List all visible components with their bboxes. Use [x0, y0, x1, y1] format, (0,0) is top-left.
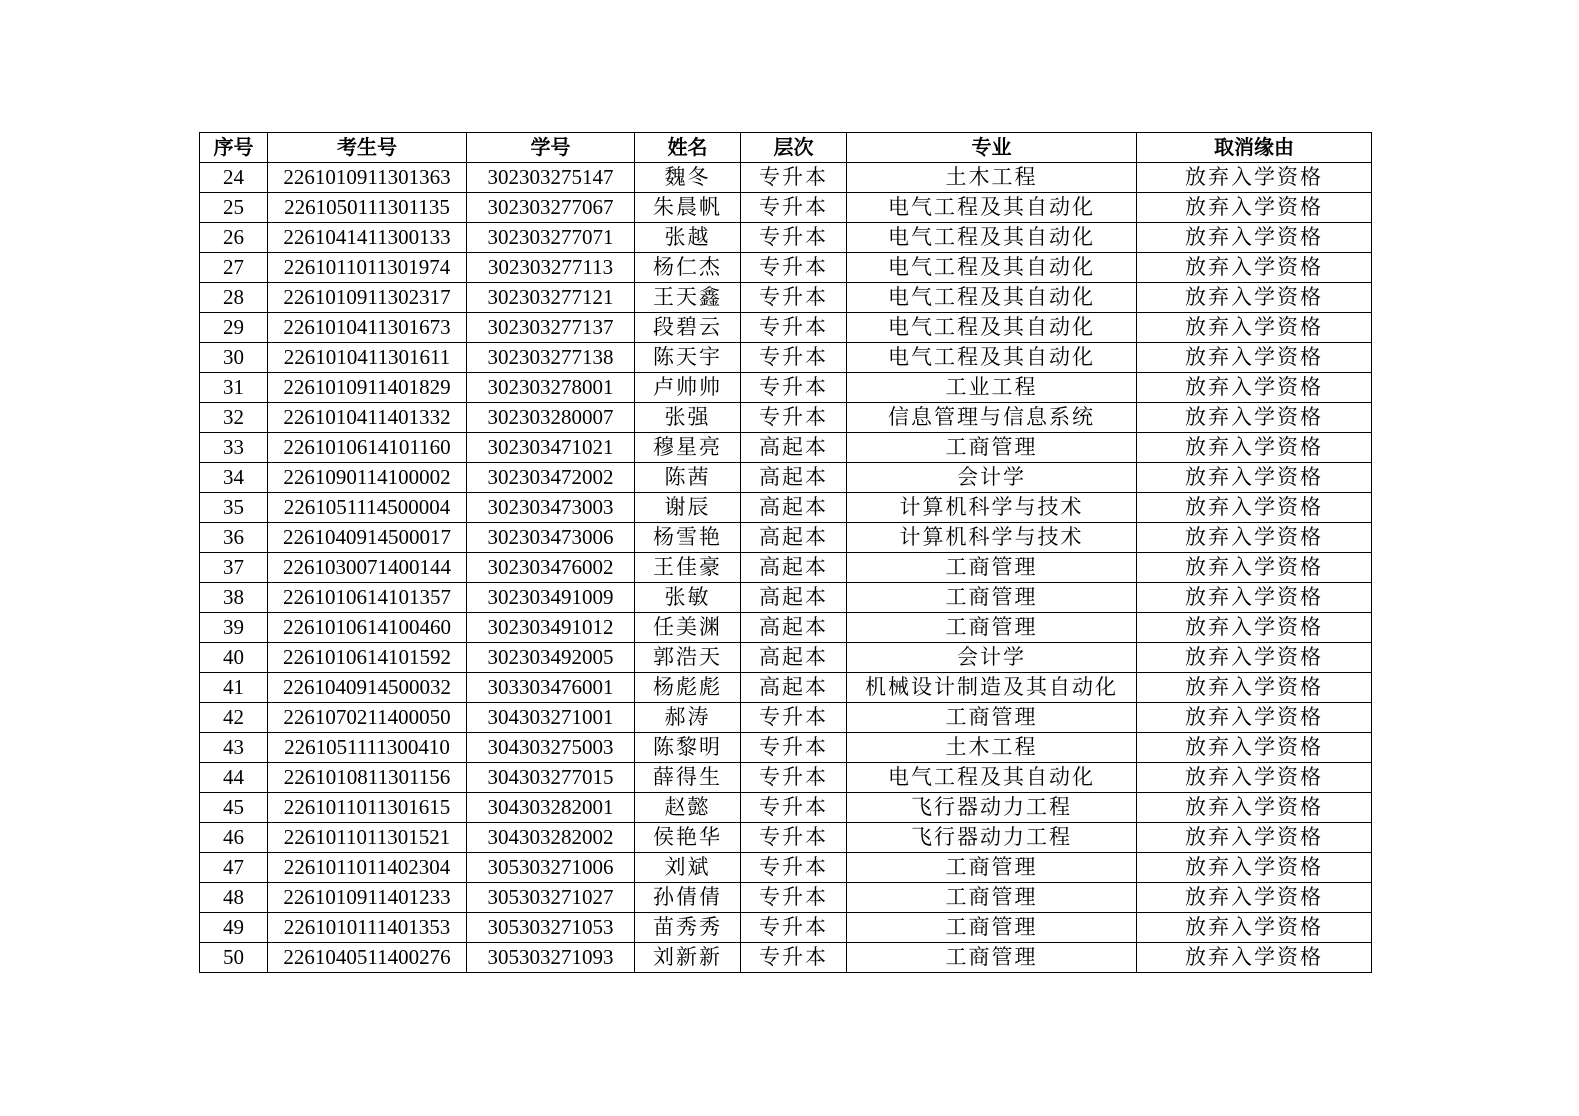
cell-exam-id: 2261041411300133 — [268, 223, 467, 253]
cell-reason: 放弃入学资格 — [1137, 703, 1372, 733]
cell-name: 赵懿 — [635, 793, 741, 823]
cell-exam-id: 2261030071400144 — [268, 553, 467, 583]
cell-index: 47 — [200, 853, 268, 883]
cell-student-id: 305303271027 — [467, 883, 635, 913]
cell-exam-id: 2261010911401829 — [268, 373, 467, 403]
cell-student-id: 302303473006 — [467, 523, 635, 553]
cell-level: 专升本 — [741, 403, 847, 433]
cell-name: 王佳豪 — [635, 553, 741, 583]
table-row — [200, 793, 1372, 823]
cell-name: 张强 — [635, 403, 741, 433]
cell-name: 王天鑫 — [635, 283, 741, 313]
cell-level: 高起本 — [741, 553, 847, 583]
cell-exam-id: 2261070211400050 — [268, 703, 467, 733]
cell-exam-id: 2261050111301135 — [268, 193, 467, 223]
cell-level: 专升本 — [741, 913, 847, 943]
cell-name: 杨彪彪 — [635, 673, 741, 703]
table-row — [200, 733, 1372, 763]
cell-index: 37 — [200, 553, 268, 583]
cell-name: 刘斌 — [635, 853, 741, 883]
document-page — [199, 132, 1372, 973]
cell-reason: 放弃入学资格 — [1137, 313, 1372, 343]
cell-name: 陈天宇 — [635, 343, 741, 373]
cell-level: 高起本 — [741, 673, 847, 703]
cell-name: 刘新新 — [635, 943, 741, 973]
table-row — [200, 313, 1372, 343]
cell-index: 29 — [200, 313, 268, 343]
cell-exam-id: 2261010614101357 — [268, 583, 467, 613]
table-row — [200, 553, 1372, 583]
cell-major: 计算机科学与技术 — [847, 493, 1137, 523]
cell-student-id: 302303471021 — [467, 433, 635, 463]
cell-exam-id: 2261011011402304 — [268, 853, 467, 883]
cell-index: 33 — [200, 433, 268, 463]
cell-student-id: 302303492005 — [467, 643, 635, 673]
cell-index: 30 — [200, 343, 268, 373]
cell-student-id: 302303472002 — [467, 463, 635, 493]
table-row — [200, 373, 1372, 403]
cell-name: 杨仁杰 — [635, 253, 741, 283]
cell-major: 工商管理 — [847, 433, 1137, 463]
cell-exam-id: 2261011011301521 — [268, 823, 467, 853]
cell-major: 电气工程及其自动化 — [847, 223, 1137, 253]
cell-index: 25 — [200, 193, 268, 223]
cell-name: 卢帅帅 — [635, 373, 741, 403]
cell-name: 朱晨帆 — [635, 193, 741, 223]
cell-index: 43 — [200, 733, 268, 763]
table-header-row — [200, 133, 1372, 163]
cell-reason: 放弃入学资格 — [1137, 733, 1372, 763]
cell-major: 电气工程及其自动化 — [847, 763, 1137, 793]
cell-student-id: 305303271093 — [467, 943, 635, 973]
cell-exam-id: 2261010811301156 — [268, 763, 467, 793]
cell-reason: 放弃入学资格 — [1137, 763, 1372, 793]
cell-exam-id: 2261010411301673 — [268, 313, 467, 343]
cell-major: 工商管理 — [847, 553, 1137, 583]
cell-index: 26 — [200, 223, 268, 253]
cell-major: 会计学 — [847, 643, 1137, 673]
cell-student-id: 302303277113 — [467, 253, 635, 283]
cell-name: 郝涛 — [635, 703, 741, 733]
table-row — [200, 583, 1372, 613]
cell-exam-id: 2261040914500032 — [268, 673, 467, 703]
cell-student-id: 304303282002 — [467, 823, 635, 853]
cell-major: 飞行器动力工程 — [847, 793, 1137, 823]
cell-exam-id: 2261090114100002 — [268, 463, 467, 493]
cell-major: 工商管理 — [847, 703, 1137, 733]
cell-level: 专升本 — [741, 283, 847, 313]
table-row — [200, 163, 1372, 193]
cell-index: 32 — [200, 403, 268, 433]
cell-student-id: 305303271006 — [467, 853, 635, 883]
table-row — [200, 253, 1372, 283]
cell-name: 孙倩倩 — [635, 883, 741, 913]
cell-index: 24 — [200, 163, 268, 193]
cell-level: 专升本 — [741, 793, 847, 823]
cell-major: 工商管理 — [847, 853, 1137, 883]
cell-index: 44 — [200, 763, 268, 793]
cell-index: 45 — [200, 793, 268, 823]
table-row — [200, 883, 1372, 913]
cell-level: 高起本 — [741, 583, 847, 613]
cell-reason: 放弃入学资格 — [1137, 853, 1372, 883]
cell-index: 48 — [200, 883, 268, 913]
cell-name: 段碧云 — [635, 313, 741, 343]
cell-name: 杨雪艳 — [635, 523, 741, 553]
table-row — [200, 643, 1372, 673]
table-row — [200, 943, 1372, 973]
cell-level: 专升本 — [741, 883, 847, 913]
cell-name: 郭浩天 — [635, 643, 741, 673]
cell-index: 49 — [200, 913, 268, 943]
cell-student-id: 302303491009 — [467, 583, 635, 613]
cell-reason: 放弃入学资格 — [1137, 613, 1372, 643]
cell-index: 28 — [200, 283, 268, 313]
cell-reason: 放弃入学资格 — [1137, 643, 1372, 673]
cell-name: 任美渊 — [635, 613, 741, 643]
table-row — [200, 433, 1372, 463]
table-row — [200, 673, 1372, 703]
cell-major: 工商管理 — [847, 913, 1137, 943]
table-row — [200, 223, 1372, 253]
cell-student-id: 302303280007 — [467, 403, 635, 433]
cell-major: 电气工程及其自动化 — [847, 253, 1137, 283]
cell-student-id: 304303282001 — [467, 793, 635, 823]
table-row — [200, 913, 1372, 943]
cell-name: 魏冬 — [635, 163, 741, 193]
table-row — [200, 853, 1372, 883]
cell-exam-id: 2261010911302317 — [268, 283, 467, 313]
cell-major: 工商管理 — [847, 613, 1137, 643]
cell-reason: 放弃入学资格 — [1137, 283, 1372, 313]
cell-major: 机械设计制造及其自动化 — [847, 673, 1137, 703]
cell-index: 46 — [200, 823, 268, 853]
cell-name: 张越 — [635, 223, 741, 253]
cell-major: 土木工程 — [847, 733, 1137, 763]
cell-major: 工商管理 — [847, 583, 1137, 613]
cell-exam-id: 2261010614100460 — [268, 613, 467, 643]
cell-level: 高起本 — [741, 493, 847, 523]
cell-major: 电气工程及其自动化 — [847, 283, 1137, 313]
table-row — [200, 763, 1372, 793]
cell-name: 侯艳华 — [635, 823, 741, 853]
table-row — [200, 343, 1372, 373]
cell-exam-id: 2261011011301974 — [268, 253, 467, 283]
cell-level: 专升本 — [741, 373, 847, 403]
cell-index: 31 — [200, 373, 268, 403]
cell-exam-id: 2261051111300410 — [268, 733, 467, 763]
cell-student-id: 302303476002 — [467, 553, 635, 583]
cell-student-id: 302303278001 — [467, 373, 635, 403]
cell-student-id: 302303277067 — [467, 193, 635, 223]
cell-major: 工商管理 — [847, 943, 1137, 973]
cell-student-id: 304303277015 — [467, 763, 635, 793]
header-level: 层次 — [741, 133, 847, 163]
cell-level: 专升本 — [741, 853, 847, 883]
cell-exam-id: 2261010911401233 — [268, 883, 467, 913]
cell-exam-id: 2261010614101592 — [268, 643, 467, 673]
table-row — [200, 523, 1372, 553]
cell-major: 电气工程及其自动化 — [847, 343, 1137, 373]
cell-reason: 放弃入学资格 — [1137, 433, 1372, 463]
cell-index: 35 — [200, 493, 268, 523]
cell-exam-id: 2261011011301615 — [268, 793, 467, 823]
header-student-id: 学号 — [467, 133, 635, 163]
cell-reason: 放弃入学资格 — [1137, 403, 1372, 433]
cell-index: 50 — [200, 943, 268, 973]
cell-name: 陈茜 — [635, 463, 741, 493]
cell-level: 专升本 — [741, 163, 847, 193]
cell-exam-id: 2261010411401332 — [268, 403, 467, 433]
header-name: 姓名 — [635, 133, 741, 163]
cell-student-id: 302303277121 — [467, 283, 635, 313]
cell-reason: 放弃入学资格 — [1137, 463, 1372, 493]
cell-reason: 放弃入学资格 — [1137, 943, 1372, 973]
header-major: 专业 — [847, 133, 1137, 163]
cell-level: 专升本 — [741, 193, 847, 223]
cell-reason: 放弃入学资格 — [1137, 553, 1372, 583]
cell-student-id: 302303277137 — [467, 313, 635, 343]
cell-student-id: 302303473003 — [467, 493, 635, 523]
cell-level: 专升本 — [741, 943, 847, 973]
cell-student-id: 304303271001 — [467, 703, 635, 733]
cell-exam-id: 2261010911301363 — [268, 163, 467, 193]
table-body — [200, 163, 1372, 973]
cell-major: 电气工程及其自动化 — [847, 193, 1137, 223]
cell-major: 飞行器动力工程 — [847, 823, 1137, 853]
table-header — [200, 133, 1372, 163]
table-row — [200, 703, 1372, 733]
table-row — [200, 613, 1372, 643]
table-row — [200, 403, 1372, 433]
cell-index: 34 — [200, 463, 268, 493]
cell-student-id: 305303271053 — [467, 913, 635, 943]
cell-exam-id: 2261040511400276 — [268, 943, 467, 973]
cell-name: 穆星亮 — [635, 433, 741, 463]
cell-name: 薛得生 — [635, 763, 741, 793]
cell-index: 39 — [200, 613, 268, 643]
header-exam-id: 考生号 — [268, 133, 467, 163]
cell-major: 土木工程 — [847, 163, 1137, 193]
cell-index: 38 — [200, 583, 268, 613]
cell-reason: 放弃入学资格 — [1137, 343, 1372, 373]
cell-index: 40 — [200, 643, 268, 673]
cell-reason: 放弃入学资格 — [1137, 223, 1372, 253]
cell-level: 专升本 — [741, 223, 847, 253]
cell-level: 专升本 — [741, 733, 847, 763]
cell-level: 专升本 — [741, 253, 847, 283]
cell-reason: 放弃入学资格 — [1137, 523, 1372, 553]
cell-level: 专升本 — [741, 703, 847, 733]
cell-student-id: 302303277071 — [467, 223, 635, 253]
cell-reason: 放弃入学资格 — [1137, 253, 1372, 283]
cell-major: 工商管理 — [847, 883, 1137, 913]
cell-exam-id: 2261010614101160 — [268, 433, 467, 463]
cell-major: 工业工程 — [847, 373, 1137, 403]
header-reason: 取消缘由 — [1137, 133, 1372, 163]
cell-reason: 放弃入学资格 — [1137, 373, 1372, 403]
table-row — [200, 823, 1372, 853]
cell-name: 张敏 — [635, 583, 741, 613]
cell-index: 41 — [200, 673, 268, 703]
cell-name: 谢辰 — [635, 493, 741, 523]
cell-index: 42 — [200, 703, 268, 733]
cell-reason: 放弃入学资格 — [1137, 673, 1372, 703]
cell-reason: 放弃入学资格 — [1137, 823, 1372, 853]
enrollment-cancellation-table — [199, 132, 1372, 973]
cell-exam-id: 2261051114500004 — [268, 493, 467, 523]
cell-student-id: 302303277138 — [467, 343, 635, 373]
cell-level: 高起本 — [741, 613, 847, 643]
cell-reason: 放弃入学资格 — [1137, 883, 1372, 913]
table-row — [200, 493, 1372, 523]
cell-name: 陈黎明 — [635, 733, 741, 763]
cell-major: 信息管理与信息系统 — [847, 403, 1137, 433]
cell-level: 专升本 — [741, 823, 847, 853]
header-index: 序号 — [200, 133, 268, 163]
table-row — [200, 283, 1372, 313]
cell-exam-id: 2261010111401353 — [268, 913, 467, 943]
table-row — [200, 193, 1372, 223]
cell-level: 高起本 — [741, 433, 847, 463]
cell-student-id: 303303476001 — [467, 673, 635, 703]
cell-reason: 放弃入学资格 — [1137, 163, 1372, 193]
cell-major: 会计学 — [847, 463, 1137, 493]
cell-major: 计算机科学与技术 — [847, 523, 1137, 553]
cell-student-id: 304303275003 — [467, 733, 635, 763]
cell-level: 专升本 — [741, 313, 847, 343]
cell-level: 高起本 — [741, 643, 847, 673]
cell-level: 高起本 — [741, 523, 847, 553]
cell-index: 27 — [200, 253, 268, 283]
cell-level: 专升本 — [741, 343, 847, 373]
cell-exam-id: 2261040914500017 — [268, 523, 467, 553]
cell-index: 36 — [200, 523, 268, 553]
cell-reason: 放弃入学资格 — [1137, 583, 1372, 613]
cell-level: 高起本 — [741, 463, 847, 493]
table-row — [200, 463, 1372, 493]
cell-reason: 放弃入学资格 — [1137, 193, 1372, 223]
cell-level: 专升本 — [741, 763, 847, 793]
cell-major: 电气工程及其自动化 — [847, 313, 1137, 343]
cell-name: 苗秀秀 — [635, 913, 741, 943]
cell-exam-id: 2261010411301611 — [268, 343, 467, 373]
cell-reason: 放弃入学资格 — [1137, 493, 1372, 523]
cell-student-id: 302303275147 — [467, 163, 635, 193]
cell-reason: 放弃入学资格 — [1137, 793, 1372, 823]
cell-reason: 放弃入学资格 — [1137, 913, 1372, 943]
cell-student-id: 302303491012 — [467, 613, 635, 643]
